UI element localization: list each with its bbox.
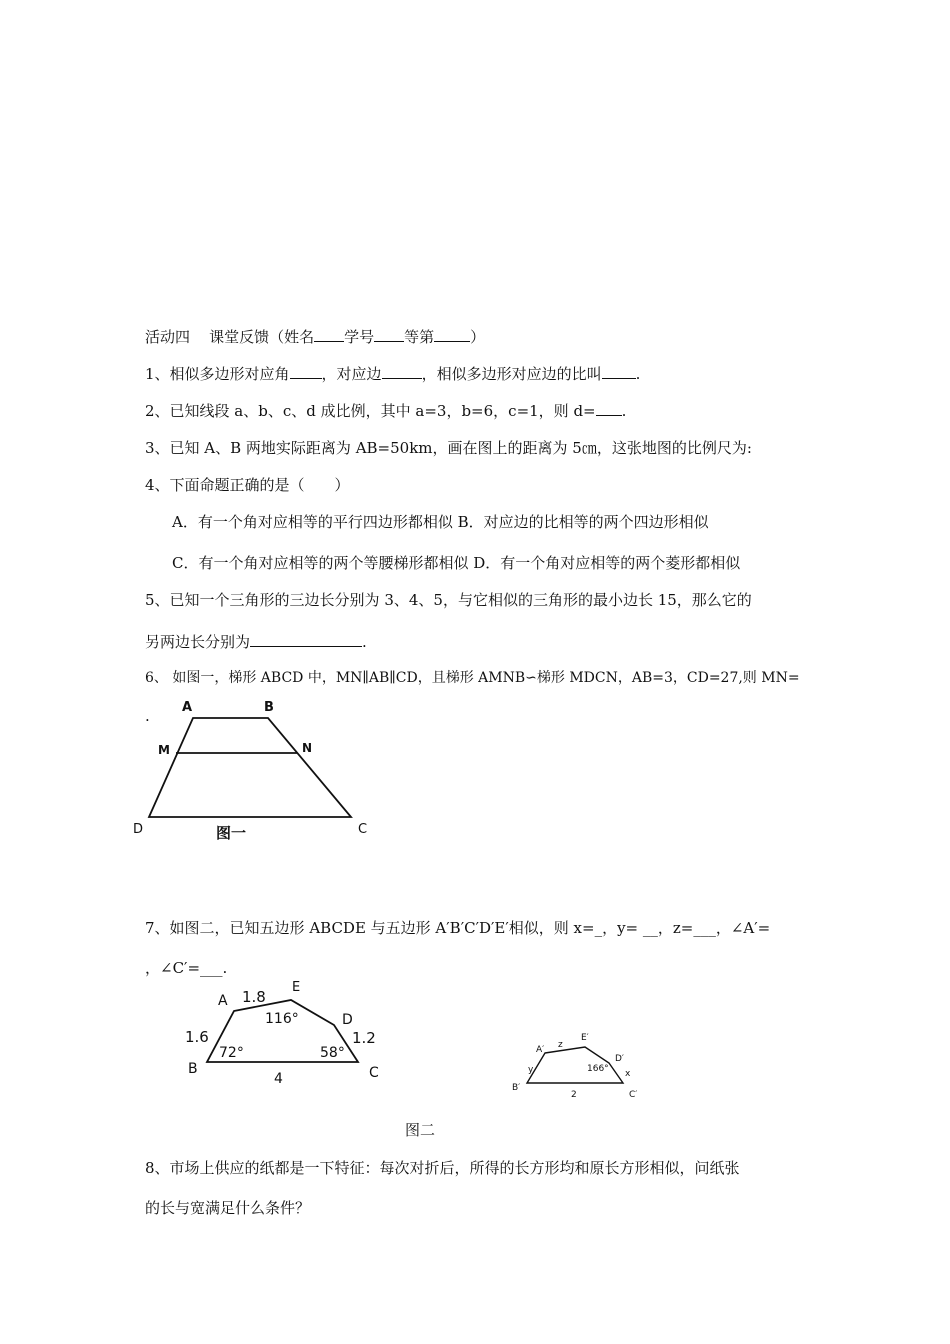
figure-2-caption: 图二: [405, 1121, 436, 1139]
label-N: N: [302, 741, 313, 755]
question-8-line2: 的长与宽满足什么条件？: [145, 1199, 311, 1217]
grade-blank[interactable]: [434, 327, 470, 342]
label-D: D: [133, 822, 144, 837]
large-label-E: E: [292, 980, 301, 995]
question-3: 3、已知 A、B 两地实际距离为 AB=50km，画在图上的距离为 5㎝，这张地图的比例尺为:: [145, 439, 752, 457]
q2-blank[interactable]: [596, 401, 622, 416]
activity-subtitle-mid1: 学号: [344, 328, 375, 346]
q1-text-d: .: [635, 365, 641, 383]
large-side-AB: 1.6: [185, 1028, 209, 1046]
large-angle-C: 58°: [320, 1045, 345, 1061]
small-label-B: B′: [512, 1083, 521, 1093]
question-4-options-ab: A．有一个角对应相等的平行四边形都相似 B．对应边的比相等的两个四边形相似: [172, 513, 709, 531]
question-5-line2: [145, 632, 367, 652]
large-side-BC: 4: [274, 1071, 283, 1087]
question-6-dot: .: [145, 707, 150, 725]
large-side-CD: 1.2: [352, 1029, 376, 1047]
q1-blank-3[interactable]: [602, 364, 636, 379]
small-side-y: y: [528, 1065, 534, 1075]
label-B: B: [264, 700, 274, 715]
small-side-BC: 2: [571, 1090, 577, 1100]
large-label-B: B: [188, 1061, 198, 1077]
q1-text-b: ，对应边: [321, 365, 382, 383]
figure-2-large-pentagon: [180, 978, 390, 1088]
large-label-A: A: [218, 993, 228, 1009]
question-6: 6、 如图一，梯形 ABCD 中，MN∥AB∥CD，且梯形 AMNB∽梯形 MDCN，AB=3，CD=27,则 MN=: [145, 670, 800, 686]
q2-text-a: 2、已知线段 a、b、c、d 成比例，其中 a=3，b=6，c=1，则 d=: [145, 402, 596, 420]
small-label-C: C′: [629, 1090, 638, 1100]
q5-blank[interactable]: [250, 632, 362, 647]
activity-subtitle-end: ）: [470, 328, 486, 346]
large-angle-E: 116°: [265, 1011, 299, 1027]
small-label-E: E′: [581, 1033, 589, 1043]
q2-text-b: .: [621, 402, 627, 420]
figure-1-caption: 图一: [216, 824, 247, 842]
small-angle: 166°: [587, 1064, 609, 1074]
question-1: [145, 364, 640, 384]
large-angle-B: 72°: [219, 1045, 244, 1061]
activity-subtitle-mid2: 等第: [404, 328, 435, 346]
small-side-x: x: [625, 1069, 631, 1079]
small-side-z: z: [558, 1040, 563, 1050]
q5-text-b: .: [362, 633, 367, 651]
label-M: M: [158, 743, 170, 757]
large-label-D: D: [342, 1012, 353, 1028]
activity-header: [145, 327, 485, 347]
question-4-stem: 4、下面命题正确的是（ ）: [145, 476, 350, 494]
question-7-line2: ，∠C′=___.: [145, 959, 228, 977]
trapezoid-abcd: [149, 718, 351, 817]
label-A: A: [182, 700, 193, 715]
small-label-D: D′: [615, 1054, 624, 1064]
question-5-line1: 5、已知一个三角形的三边长分别为 3、4、5，与它相似的三角形的最小边长 15，那么它的: [145, 591, 752, 609]
q1-text-c: ，相似多边形对应边的比叫: [421, 365, 602, 383]
name-blank[interactable]: [314, 327, 344, 342]
activity-title: 活动四: [145, 328, 191, 346]
figure-2-small-pentagon: [505, 1025, 645, 1105]
question-7: 7、如图二，已知五边形 ABCDE 与五边形 A′B′C′D′E′相似，则 x=_，y= __，z=___，∠A′=: [145, 919, 771, 937]
question-8-line1: 8、市场上供应的纸都是一下特征：每次对折后，所得的长方形均和原长方形相似，问纸张: [145, 1159, 740, 1177]
large-side-AE: 1.8: [242, 988, 266, 1006]
figure-1-trapezoid: [125, 695, 375, 850]
q1-blank-2[interactable]: [382, 364, 422, 379]
question-2: [145, 401, 626, 421]
q5-text-a: 另两边长分别为: [145, 633, 251, 651]
q1-blank-1[interactable]: [290, 364, 322, 379]
activity-subtitle-pre: 课堂反馈（姓名: [209, 328, 315, 346]
question-4-options-cd: C．有一个角对应相等的两个等腰梯形都相似 D．有一个角对应相等的两个菱形都相似: [172, 554, 741, 572]
q1-text-a: 1、相似多边形对应角: [145, 365, 290, 383]
large-label-C: C: [369, 1065, 379, 1081]
number-blank[interactable]: [374, 327, 404, 342]
label-C: C: [358, 822, 368, 837]
small-label-A: A′: [536, 1045, 545, 1055]
